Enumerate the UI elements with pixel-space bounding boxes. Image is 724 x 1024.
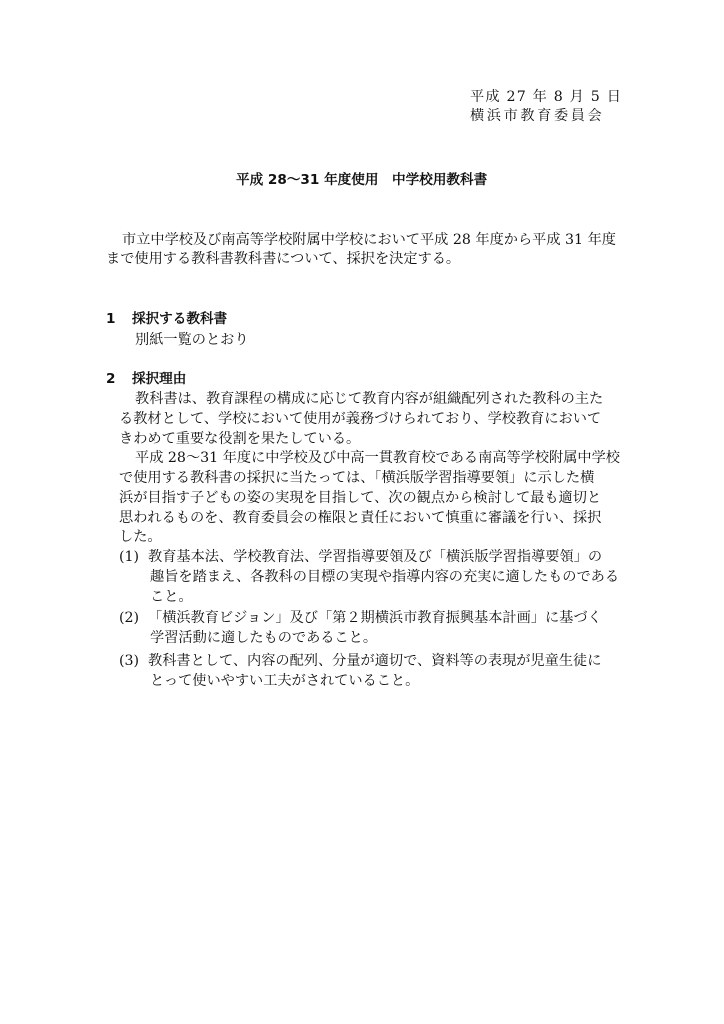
item-3-line: 教科書として、内容の配列、分量が適切で、資料等の表現が児童生徒に — [148, 653, 602, 669]
item-1-label: (1) — [119, 549, 140, 565]
paragraph-line: で使用する教科書の採択に当たっては、「横浜版学習指導要領」に示した横 — [119, 470, 595, 486]
item-1-line: こと。 — [150, 589, 193, 605]
paragraph-line: きわめて重要な役割を果たしている。 — [119, 431, 361, 447]
intro-line: 市立中学校及び南高等学校附属中学校において平成 28 年度から平成 31 年度 — [122, 232, 616, 248]
item-1-line: 教育基本法、学校教育法、学習指導要領及び「横浜版学習指導要領」の — [148, 549, 603, 565]
document-title: 平成 28～31 年度使用 中学校用教科書 — [236, 172, 488, 188]
section-1-body: 別紙一覧のとおり — [135, 332, 249, 348]
paragraph-line: 平成 28～31 年度に中学校及び中高一貫教育校である南高等学校附属中学校 — [135, 450, 620, 466]
issuing-organization: 横浜市教育委員会 — [470, 108, 605, 124]
intro-line: まで使用する教科書教科書について、採択を決定する。 — [106, 251, 461, 267]
item-3-label: (3) — [119, 653, 140, 669]
item-2-label: (2) — [119, 610, 140, 626]
section-2-heading: 採択理由 — [132, 371, 187, 387]
item-3-line: とって使いやすい工夫がされていること。 — [150, 673, 420, 689]
paragraph-line: 浜が目指す子どもの姿の実現を目指して、次の観点から検討して最も適切と — [119, 490, 602, 506]
item-2-line: 「横浜教育ビジョン」及び「第２期横浜市教育振興基本計画」に基づく — [148, 610, 602, 626]
paragraph-line: 思われるものを、教育委員会の権限と責任において慎重に審議を行い、採択 — [119, 510, 602, 526]
section-2-number: 2 — [106, 371, 116, 387]
document-date: 平成 27 年 8 月 5 日 — [470, 89, 623, 105]
paragraph-line: 教科書は、教育課程の構成に応じて教育内容が組織配列された教科の主た — [135, 391, 604, 407]
paragraph-line: した。 — [119, 529, 162, 545]
item-2-line: 学習活動に適したものであること。 — [150, 630, 378, 646]
item-1-line: 趣旨を踏まえ、各教科の目標の実現や指導内容の充実に適したものである — [150, 569, 620, 585]
section-1-heading: 採択する教科書 — [132, 311, 228, 327]
section-1-number: 1 — [106, 311, 116, 327]
paragraph-line: る教材として、学校において使用が義務づけられており、学校教育において — [119, 411, 602, 427]
